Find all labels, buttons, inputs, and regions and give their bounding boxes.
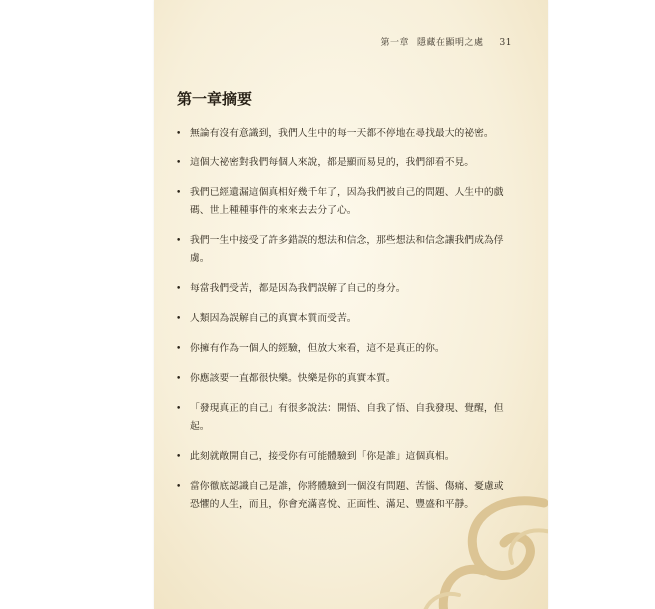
bullet-marker: • [176, 284, 182, 294]
summary-item [176, 154, 506, 172]
bullet-marker: • [176, 374, 182, 384]
summary-item [176, 310, 506, 328]
summary-item [176, 280, 506, 298]
summary-item-text: 無論有沒有意識到，我們人生中的每一天都不停地在尋找最大的祕密。 [190, 128, 494, 139]
summary-item [176, 448, 506, 466]
bullet-marker: • [176, 404, 182, 414]
bullet-marker: • [176, 452, 182, 462]
summary-item [176, 184, 506, 220]
summary-item-text: 我們一生中接受了許多錯誤的想法和信念，那些想法和信念讓我們成為俘虜。 [190, 235, 504, 264]
bullet-marker: • [176, 158, 182, 168]
summary-item [176, 400, 506, 436]
header-chapter-title: 隱藏在顯明之處 [417, 38, 484, 48]
summary-list [176, 125, 506, 526]
summary-item-text: 當你徹底認識自己是誰，你將體驗到一個沒有問題、苦惱、傷痛、憂慮或恐懼的人生，而且，你會充滿喜悅、正面性、滿足、豐盛和平靜。 [190, 481, 504, 510]
page-number: 31 [499, 38, 512, 48]
summary-item-text: 你應該要一直都很快樂。快樂是你的真實本質。 [190, 373, 396, 384]
summary-item [176, 125, 506, 143]
summary-item-text: 此刻就敞開自己，接受你有可能體驗到「你是誰」這個真相。 [190, 451, 455, 462]
summary-item-text: 這個大祕密對我們每個人來說，都是顯而易見的，我們卻看不見。 [190, 157, 475, 168]
summary-item [176, 370, 506, 388]
bullet-marker: • [176, 482, 182, 492]
bullet-marker: • [176, 188, 182, 198]
chapter-summary-title: 第一章摘要 [177, 90, 253, 108]
header-chapter: 第一章 [380, 38, 410, 48]
summary-item-text: 你擁有作為一個人的經驗，但放大來看，這不是真正的你。 [190, 343, 445, 354]
summary-item [176, 478, 506, 514]
bullet-marker: • [176, 344, 182, 354]
summary-item-text: 每當我們受苦，都是因為我們誤解了自己的身分。 [190, 283, 406, 294]
summary-item-text: 我們已經遺漏這個真相好幾千年了，因為我們被自己的問題、人生中的戲碼、世上種種事件的來來去去分了心。 [190, 187, 504, 216]
summary-item [176, 340, 506, 358]
book-page [154, 0, 548, 609]
bullet-marker: • [176, 314, 182, 324]
bullet-marker: • [176, 236, 182, 246]
bullet-marker: • [176, 129, 182, 139]
running-header [381, 35, 512, 48]
summary-item-text: 「發現真正的自己」有很多說法：開悟、自我了悟、自我發現、覺醒，但起。 [190, 403, 504, 432]
summary-item-text: 人類因為誤解自己的真實本質而受苦。 [190, 313, 357, 324]
summary-item [176, 232, 506, 268]
